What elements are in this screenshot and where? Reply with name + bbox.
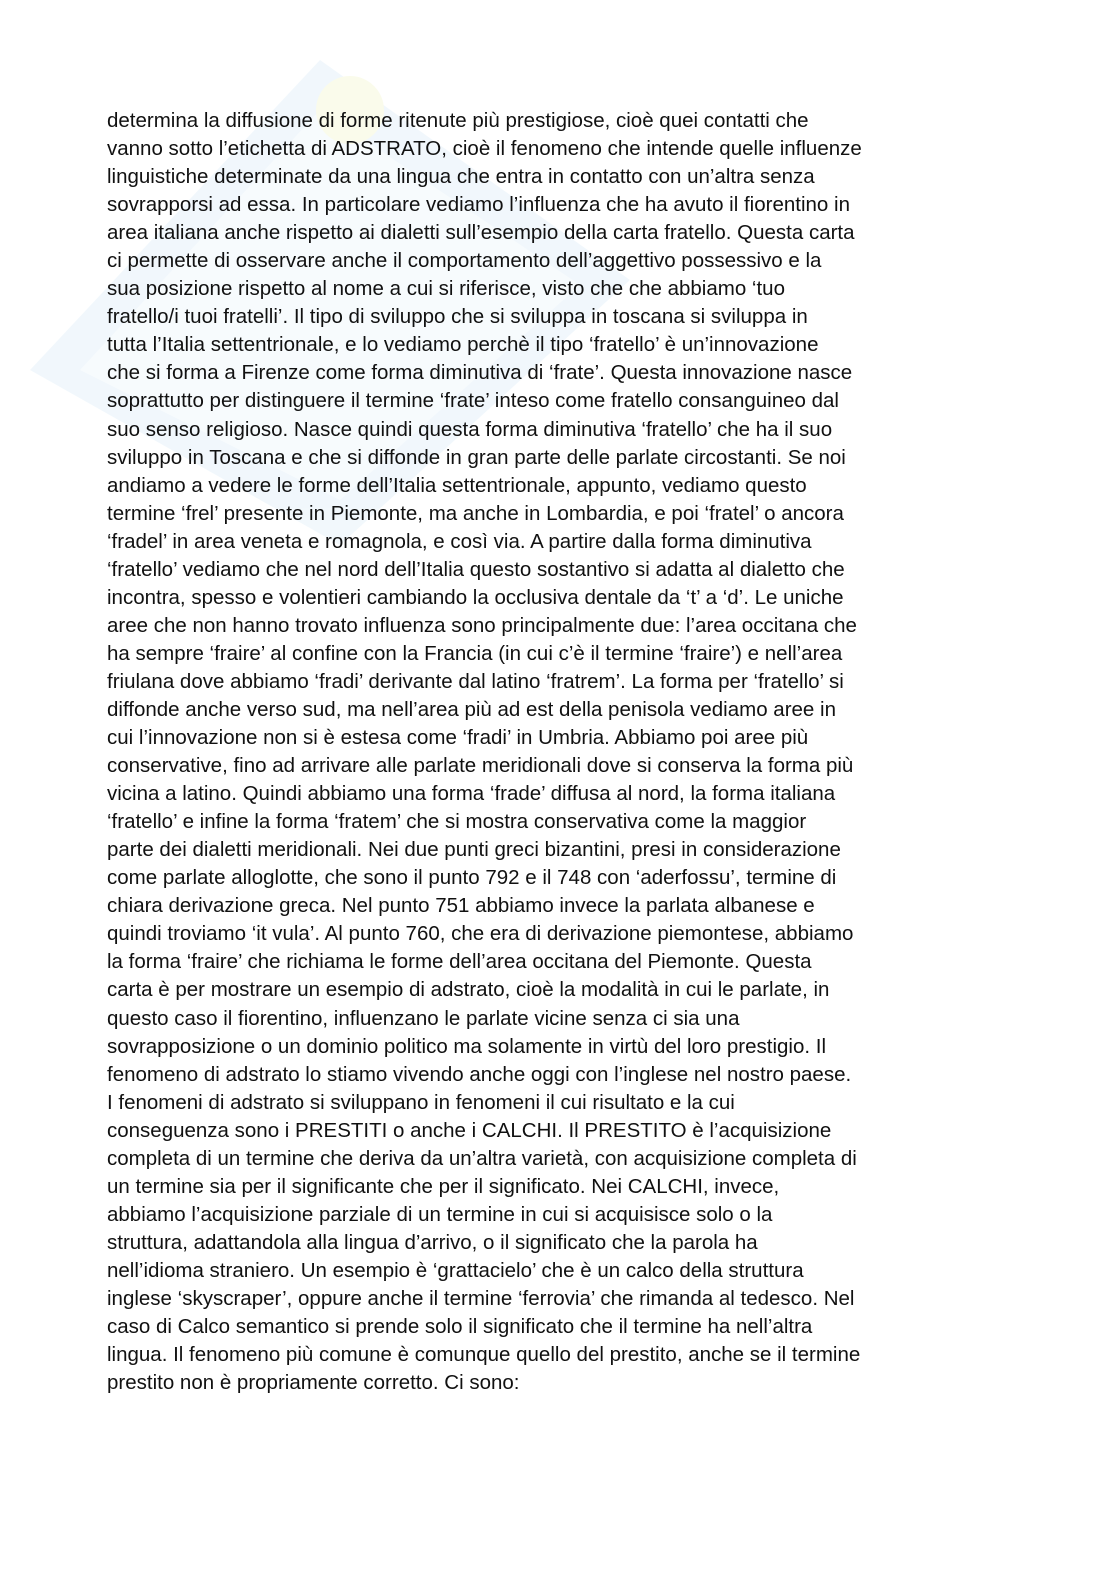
text-line: friulana dove abbiamo ‘fradi’ derivante dal latino ‘fratrem’. La forma per ‘fratello’ si (107, 669, 844, 693)
text-line: quindi troviamo ‘it vula’. Al punto 760, che era di derivazione piemontese, abbiamo (107, 922, 854, 946)
text-line: conservative, fino ad arrivare alle parlate meridionali dove si conserva la forma più (107, 754, 854, 778)
text-line: tutta l’Italia settentrionale, e lo vediamo perchè il tipo ‘fratello’ è un’innovazione (107, 333, 819, 357)
text-line: sovrapporsi ad essa. In particolare vediamo l’influenza che ha avuto il fiorentino in (107, 193, 850, 217)
text-line: fratello/i tuoi fratelli’. Il tipo di sviluppo che si sviluppa in toscana si sviluppa in (107, 305, 808, 329)
text-line: ci permette di osservare anche il comportamento dell’aggettivo possessivo e la (107, 249, 822, 273)
text-line: la forma ‘fraire’ che richiama le forme dell’area occitana del Piemonte. Questa (107, 950, 812, 974)
text-line: ‘fratello’ vediamo che nel nord dell’Italia questo sostantivo si adatta al dialetto che (107, 557, 845, 581)
text-line: che si forma a Firenze come forma diminutiva di ‘frate’. Questa innovazione nasce (107, 361, 853, 385)
text-line: andiamo a vedere le forme dell’Italia settentrionale, appunto, vediamo questo (107, 473, 807, 497)
text-line: soprattutto per distinguere il termine ‘frate’ inteso come fratello consanguineo dal (107, 389, 839, 413)
text-line: diffonde anche verso sud, ma nell’area più ad est della penisola vediamo aree in (107, 697, 836, 721)
text-line: caso di Calco semantico si prende solo il significato che il termine ha nell’altra (107, 1315, 813, 1339)
text-line: questo caso il fiorentino, influenzano le parlate vicine senza ci sia una (107, 1006, 740, 1030)
text-line: cui l’innovazione non si è estesa come ‘fradi’ in Umbria. Abbiamo poi aree più (107, 726, 809, 750)
text-line: vicina a latino. Quindi abbiamo una forma ‘frade’ diffusa al nord, la forma italiana (107, 782, 836, 806)
text-line: prestito non è propriamente corretto. Ci sono: (107, 1371, 520, 1395)
text-line: suo senso religioso. Nasce quindi questa forma diminutiva ‘fratello’ che ha il suo (107, 417, 833, 441)
text-line: nell’idioma straniero. Un esempio è ‘grattacielo’ che è un calco della struttura (107, 1258, 804, 1282)
text-line: incontra, spesso e volentieri cambiando la occlusiva dentale da ‘t’ a ‘d’. Le uniche (107, 585, 844, 609)
body-text (107, 107, 1012, 1397)
text-line: sviluppo in Toscana e che si diffonde in gran parte delle parlate circostanti. Se noi (107, 445, 846, 469)
text-line: ‘fradel’ in area veneta e romagnola, e così via. A partire dalla forma diminutiva (107, 529, 812, 553)
text-line: linguistiche determinate da una lingua che entra in contatto con un’altra senza (107, 165, 815, 189)
text-line: carta è per mostrare un esempio di adstrato, cioè la modalità in cui le parlate, in (107, 978, 830, 1002)
text-line: area italiana anche rispetto ai dialetti sull’esempio della carta fratello. Questa carta (107, 221, 855, 245)
text-line: parte dei dialetti meridionali. Nei due punti greci bizantini, presi in considerazione (107, 838, 841, 862)
text-line: un termine sia per il significante che per il significato. Nei CALCHI, invece, (107, 1174, 780, 1198)
text-line: ‘fratello’ e infine la forma ‘fratem’ che si mostra conservativa come la maggior (107, 810, 807, 834)
text-line: struttura, adattandola alla lingua d’arrivo, o il significato che la parola ha (107, 1230, 758, 1254)
text-line: ha sempre ‘fraire’ al confine con la Francia (in cui c’è il termine ‘fraire’) e nell’area (107, 641, 843, 665)
text-line: come parlate alloglotte, che sono il punto 792 e il 748 con ‘aderfossu’, termine di (107, 866, 837, 890)
text-line: fenomeno di adstrato lo stiamo vivendo anche oggi con l’inglese nel nostro paese. (107, 1062, 852, 1086)
text-line: inglese ‘skyscraper’, oppure anche il termine ‘ferrovia’ che rimanda al tedesco. Nel (107, 1286, 855, 1310)
text-line: abbiamo l’acquisizione parziale di un termine in cui si acquisisce solo o la (107, 1202, 773, 1226)
text-line: determina la diffusione di forme ritenute più prestigiose, cioè quei contatti che (107, 109, 809, 132)
text-line: aree che non hanno trovato influenza sono principalmente due: l’area occitana che (107, 613, 857, 637)
text-line: conseguenza sono i PRESTITI o anche i CALCHI. Il PRESTITO è l’acquisizione (107, 1118, 832, 1142)
text-line: I fenomeni di adstrato si sviluppano in fenomeni il cui risultato e la cui (107, 1090, 735, 1114)
text-line: termine ‘frel’ presente in Piemonte, ma anche in Lombardia, e poi ‘fratel’ o ancora (107, 501, 844, 525)
text-line: chiara derivazione greca. Nel punto 751 abbiamo invece la parlata albanese e (107, 894, 815, 918)
text-line: sovrapposizione o un dominio politico ma solamente in virtù del loro prestigio. Il (107, 1034, 827, 1058)
text-line: vanno sotto l’etichetta di ADSTRATO, cioè il fenomeno che intende quelle influenze (107, 137, 862, 161)
text-line: sua posizione rispetto al nome a cui si riferisce, visto che che abbiamo ‘tuo (107, 277, 785, 301)
text-line: lingua. Il fenomeno più comune è comunque quello del prestito, anche se il termine (107, 1343, 861, 1367)
text-line: completa di un termine che deriva da un’altra varietà, con acquisizione completa di (107, 1146, 857, 1170)
